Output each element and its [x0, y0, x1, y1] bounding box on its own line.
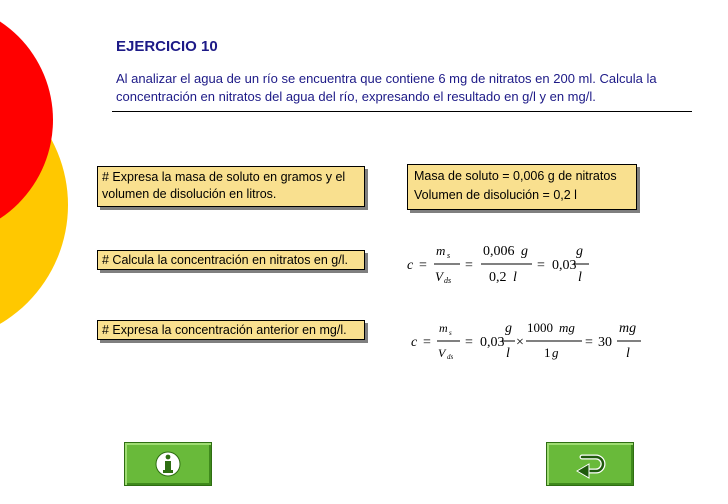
f1-result-den-unit: l — [578, 270, 582, 285]
svg-text:×: × — [516, 335, 524, 350]
svg-text:=: = — [465, 258, 473, 273]
f2-den-var: V — [438, 346, 446, 360]
f2-num-var: m — [439, 321, 448, 335]
answer-mass: Masa de soluto = 0,006 g de nitratos — [414, 169, 617, 183]
step-1-box: # Expresa la masa de soluto en gramos y el volumen de disolución en litros. — [97, 166, 365, 207]
f2-result: 30 — [598, 335, 612, 350]
f1-result-num-unit: g — [576, 244, 583, 259]
svg-text:=: = — [465, 335, 473, 350]
f1-num-sub: s — [447, 251, 451, 260]
f1-den-sub: ds — [444, 276, 452, 285]
f2-result-num-unit: mg — [619, 321, 637, 336]
formula-concentration-gl — [405, 236, 605, 286]
f1-den-unit: l — [513, 270, 517, 285]
return-arrow-icon — [547, 443, 633, 485]
f1-result: 0,03 — [552, 258, 577, 273]
formula-concentration-mgl — [405, 316, 645, 362]
answer-volume: Volumen de disolución = 0,2 l — [414, 188, 577, 202]
return-button[interactable] — [546, 442, 634, 486]
f1-num-var: m — [436, 243, 446, 258]
info-button[interactable] — [124, 442, 212, 486]
info-icon — [125, 443, 211, 485]
answer-box — [407, 164, 637, 210]
svg-text:=: = — [419, 258, 427, 273]
f1-den-value: 0,2 — [489, 270, 507, 285]
exercise-statement: Al analizar el agua de un río se encuentra que contiene 6 mg de nitratos en 200 ml. Calcula la concentración en nitratos del agua del río, expresando el resultado en g/l y en mg/l. — [116, 71, 657, 104]
svg-text:=: = — [585, 335, 593, 350]
divider — [112, 111, 692, 112]
step-3-box: # Expresa la concentración anterior en mg/l. — [97, 320, 365, 340]
decorative-circles — [0, 0, 80, 504]
f1-den-var: V — [435, 269, 443, 284]
exercise-title: EJERCICIO 10 — [116, 38, 218, 55]
f2-factor-den-unit: g — [552, 345, 559, 360]
f1-lhs: c — [407, 258, 414, 273]
f2-factor-den: 1 — [544, 345, 551, 360]
f2-unit-den: l — [506, 346, 510, 361]
f2-num-sub: s — [449, 329, 452, 337]
f2-factor-num-unit: mg — [559, 320, 575, 335]
f1-num-unit: g — [521, 244, 528, 259]
f2-result-den-unit: l — [626, 346, 630, 361]
f2-factor-num: 1000 — [527, 320, 553, 335]
svg-text:=: = — [537, 258, 545, 273]
svg-text:=: = — [423, 335, 431, 350]
f2-lhs: c — [411, 335, 418, 350]
f2-unit-num: g — [505, 321, 512, 336]
f2-value: 0,03 — [480, 335, 505, 350]
step-2-box: # Calcula la concentración en nitratos en g/l. — [97, 250, 365, 270]
f1-num-value: 0,006 — [483, 244, 515, 259]
f2-den-sub: ds — [447, 353, 454, 361]
